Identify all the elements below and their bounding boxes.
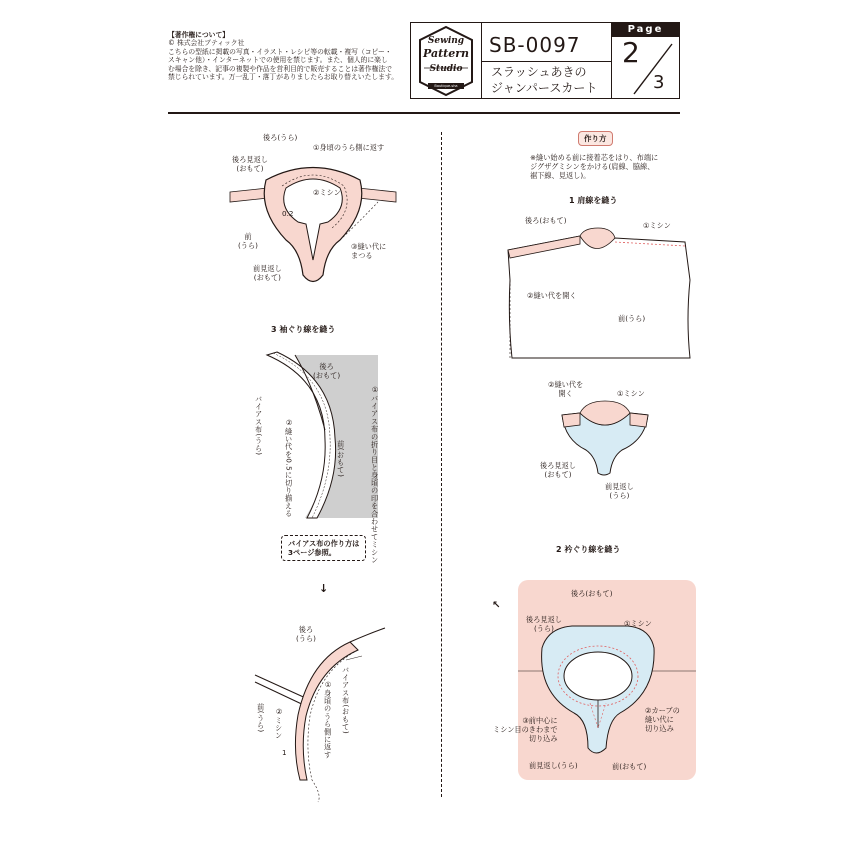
label-step2-open-facing: ②縫い代を 開く xyxy=(548,380,584,398)
logo-text-studio: Studio xyxy=(429,64,463,74)
label-bias-ura: バイアス布(うら) xyxy=(254,395,264,456)
section-1-title: 1 肩線を縫う xyxy=(569,196,618,205)
copyright-line: 禁じられています。万一乱丁・落丁がありましたらお取り替えいたします。 xyxy=(168,73,399,82)
label-measure: 0.2 xyxy=(282,209,294,218)
label-front-omote: 前(おもて) xyxy=(336,440,346,478)
logo-text-sub: Boutique-sha xyxy=(434,84,458,88)
label-step1-match: ①バイアス布の折り目と身頃の印を合わせてミシン xyxy=(370,385,380,564)
title-line-1: スラッシュあきの xyxy=(491,65,587,79)
label-back-omote-r: 後ろ(おもて) xyxy=(525,216,567,225)
column-divider xyxy=(441,132,442,797)
neckline-stitch-illustration xyxy=(490,578,700,788)
copyright-line: む場合を除き、記事の複製や作品を営利目的で販売することは著作権法で xyxy=(168,64,393,73)
method-note: ※縫い始める前に接着芯をはり、布端に ジグザグミシンをかける(肩線、脇線、 裾下線、見返し)。 xyxy=(530,153,659,180)
label-step1-stitch-r: ①ミシン xyxy=(643,221,671,230)
label-step1-turn: ①身頃のうら側に返す xyxy=(313,143,385,152)
pattern-code: SB-0097 xyxy=(489,33,581,57)
label-back-ura: 後ろ(うら) xyxy=(263,133,298,142)
title-line-2: ジャンパースカート xyxy=(491,81,598,95)
label-step1-stitch-facing: ①ミシン xyxy=(617,389,645,398)
label-front-omote-2: 前(おもて) xyxy=(612,762,647,771)
method-badge: 作り方 xyxy=(578,131,613,146)
copyright-line: こちらの型紙に掲載の写真・イラスト・レシピ等の転載・複写（コピー・ xyxy=(168,47,392,56)
label-step1-turn-2: ①身頃のうら側に返す xyxy=(323,680,333,759)
label-front-facing-ura: 前見返し(うら) xyxy=(529,761,578,770)
header-rule xyxy=(168,112,680,114)
label-step1-stitch-2: ①ミシン xyxy=(624,619,652,628)
label-step3-clip-center: ③前中心に ミシン目のきわまで 切り込み xyxy=(493,716,558,743)
label-step3-slipstitch: ③縫い代に まつる xyxy=(351,242,387,260)
page-total: 3 xyxy=(653,72,665,93)
logo-text-sewing: Sewing xyxy=(427,36,465,46)
bias-note-box xyxy=(281,535,366,561)
label-step2-open-r: ②縫い代を開く xyxy=(527,291,577,300)
label-bias-omote: バイアス布(おもて) xyxy=(341,666,351,735)
label-step2-clip: ②カーブの 縫い代に 切り込み xyxy=(645,706,680,733)
label-front-facing-r: 前見返し (うら) xyxy=(605,482,634,500)
label-back-facing-ura: 後ろ見返し (うら) xyxy=(526,615,562,633)
pointer-arrow: ↖ xyxy=(492,600,501,611)
down-arrow: ↓ xyxy=(319,582,329,595)
logo-text-pattern: Pattern xyxy=(422,47,470,60)
copyright-heading: 【著作権について】 xyxy=(168,31,230,39)
label-step2-stitch: ②ミシン xyxy=(313,188,341,197)
label-front-ura: 前 (うら) xyxy=(238,232,258,250)
copyright-company: © 株式会社ブティック社 xyxy=(168,39,245,48)
title-rule xyxy=(481,61,612,62)
bias-note-text: バイアス布の作り方は 3ページ参照。 xyxy=(288,539,360,557)
label-back-facing: 後ろ見返し (おもて) xyxy=(232,155,268,173)
label-back-facing-r: 後ろ見返し (おもて) xyxy=(540,461,576,479)
copyright-block xyxy=(168,31,408,82)
label-front-ura-2: 前(うら) xyxy=(256,703,266,733)
label-front-facing: 前見返し (おもて) xyxy=(253,264,282,282)
label-back-ura-2: 後ろ (うら) xyxy=(296,625,316,643)
label-step2-stitch-2: ②ミシン xyxy=(274,707,284,740)
section-3-title: 3 袖ぐり線を縫う xyxy=(271,325,336,334)
label-back-omote: 後ろ (おもて) xyxy=(313,362,341,380)
label-step2-trim: ②縫い代を0.5に切り揃える xyxy=(284,418,294,518)
page-current: 2 xyxy=(622,36,640,69)
page-label: Page xyxy=(612,23,679,37)
label-measure-2: 1 xyxy=(282,748,287,757)
label-back-omote-2: 後ろ(おもて) xyxy=(571,589,613,598)
label-front-ura-r: 前(うら) xyxy=(618,314,646,323)
bias-turned-illustration xyxy=(250,620,390,805)
section-2-title: 2 衿ぐり線を縫う xyxy=(556,545,621,554)
copyright-line: スキャン他）・インターネットでの使用を禁じます。また、個人的に楽し xyxy=(168,56,388,65)
